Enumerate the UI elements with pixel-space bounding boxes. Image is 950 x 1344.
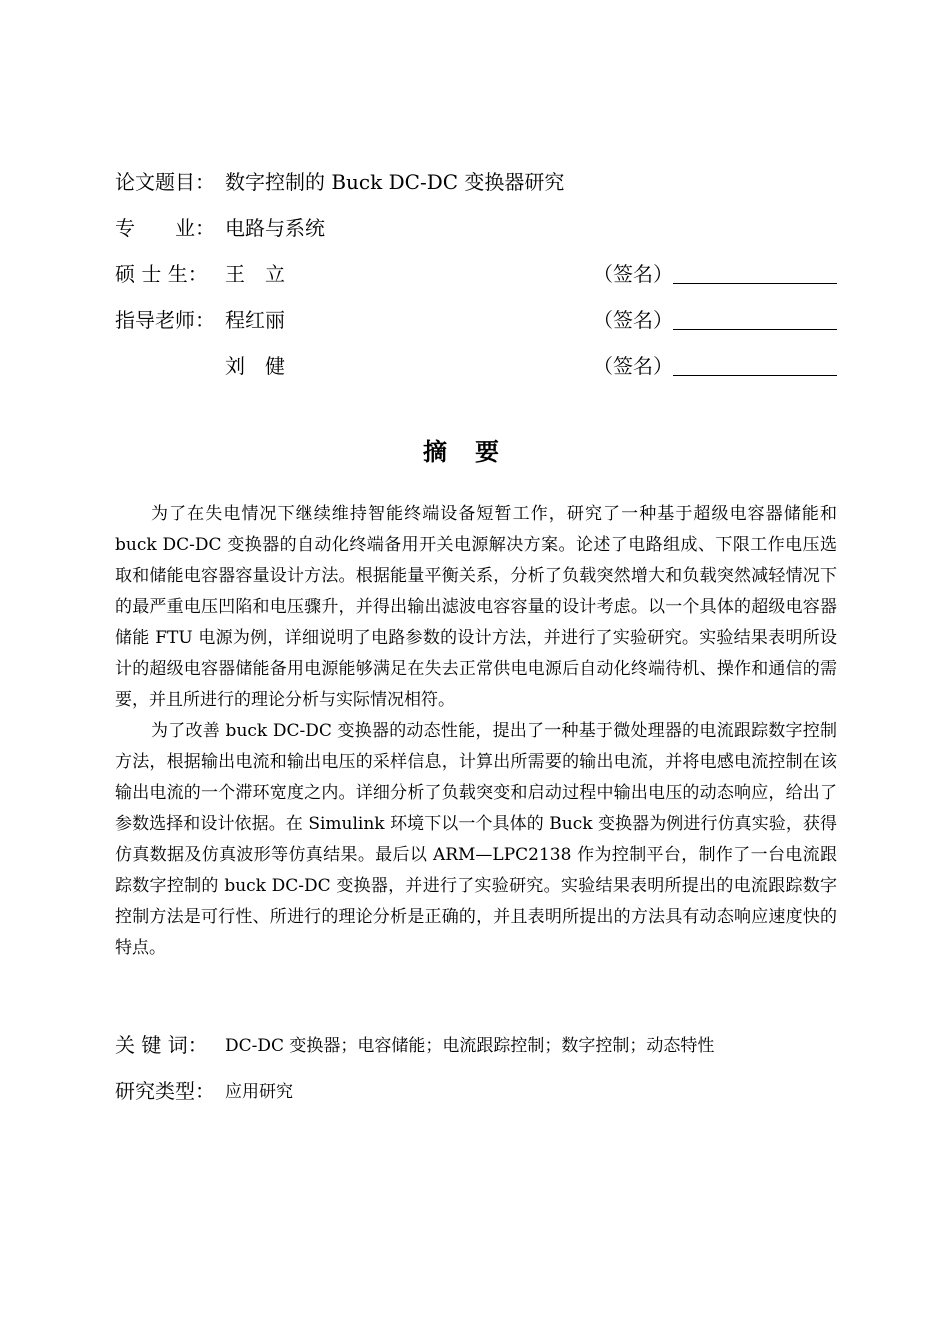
- research-type-label: 研究类型：: [115, 1079, 215, 1103]
- student-row: [115, 258, 845, 290]
- advisor-row: [115, 304, 845, 336]
- advisor-signature-line: [673, 329, 837, 330]
- advisor-label: 指导老师：: [115, 308, 215, 332]
- major-label: 专 业：: [115, 216, 215, 240]
- advisor2-sign-label: （签名）: [593, 354, 673, 378]
- abstract-paragraph: 为了改善 buck DC-DC 变换器的动态性能，提出了一种基于微处理器的电流跟踪数字控制方法，根据输出电流和输出电压的采样信息，计算出所需要的输出电流，并将电感电流控制在该输出电流的一个滞环宽度之内。详细分析了负载突变和启动过程中输出电压的动态响应，给出了参数选择和设计依据。在 Simulink 环境下以一个具体的 Buck 变换器为例进行仿真实验，获得仿真数据及仿真波形等仿真结果。最后以 ARM—LPC2138 作为控制平台，制作了一台电流跟踪数字控制的 buck DC-DC 变换器，并进行了实验研究。实验结果表明所提出的电流跟踪数字控制方法是可行性、所进行的理论分析是正确的，并且表明所提出的方法具有动态响应速度快的特点。: [115, 721, 837, 958]
- thesis-title-label: 论文题目：: [115, 170, 215, 194]
- research-type-value: 应用研究: [225, 1082, 293, 1102]
- keywords-value: DC-DC 变换器；电容储能；电流跟踪控制；数字控制；动态特性: [225, 1036, 715, 1056]
- advisor2-name: 刘 健: [225, 354, 285, 378]
- abstract-body: [115, 499, 837, 964]
- keywords-label: 关 键 词：: [115, 1033, 208, 1057]
- student-signature-line: [673, 283, 837, 284]
- student-name: 王 立: [225, 262, 285, 286]
- advisor-name: 程红丽: [225, 308, 285, 332]
- student-label: 硕 士 生：: [115, 262, 208, 286]
- advisor-sign-label: （签名）: [593, 308, 673, 332]
- thesis-title-value: 数字控制的 Buck DC-DC 变换器研究: [225, 170, 565, 194]
- keywords-row: [115, 1029, 845, 1061]
- advisor2-row: [115, 350, 845, 382]
- student-sign-label: （签名）: [593, 262, 673, 286]
- major-value: 电路与系统: [225, 216, 325, 240]
- abstract-heading: 摘要: [423, 438, 527, 466]
- major-row: [115, 212, 845, 244]
- abstract-paragraph: 为了在失电情况下继续维持智能终端设备短暂工作，研究了一种基于超级电容器储能和 buck DC-DC 变换器的自动化终端备用开关电源解决方案。论述了电路组成、下限工作电压选取和储能电容器容量设计方法。根据能量平衡关系，分析了负载突然增大和负载突然减轻情况下的最严重电压凹陷和电压骤升，并得出输出滤波电容容量的设计考虑。以一个具体的超级电容器储能 FTU 电源为例，详细说明了电路参数的设计方法，并进行了实验研究。实验结果表明所设计的超级电容器储能备用电源能够满足在失去正常供电电源后自动化终端待机、操作和通信的需要，并且所进行的理论分析与实际情况相符。: [115, 504, 837, 710]
- thesis-title-row: [115, 166, 845, 198]
- advisor2-signature-line: [673, 375, 837, 376]
- research-type-row: [115, 1075, 845, 1107]
